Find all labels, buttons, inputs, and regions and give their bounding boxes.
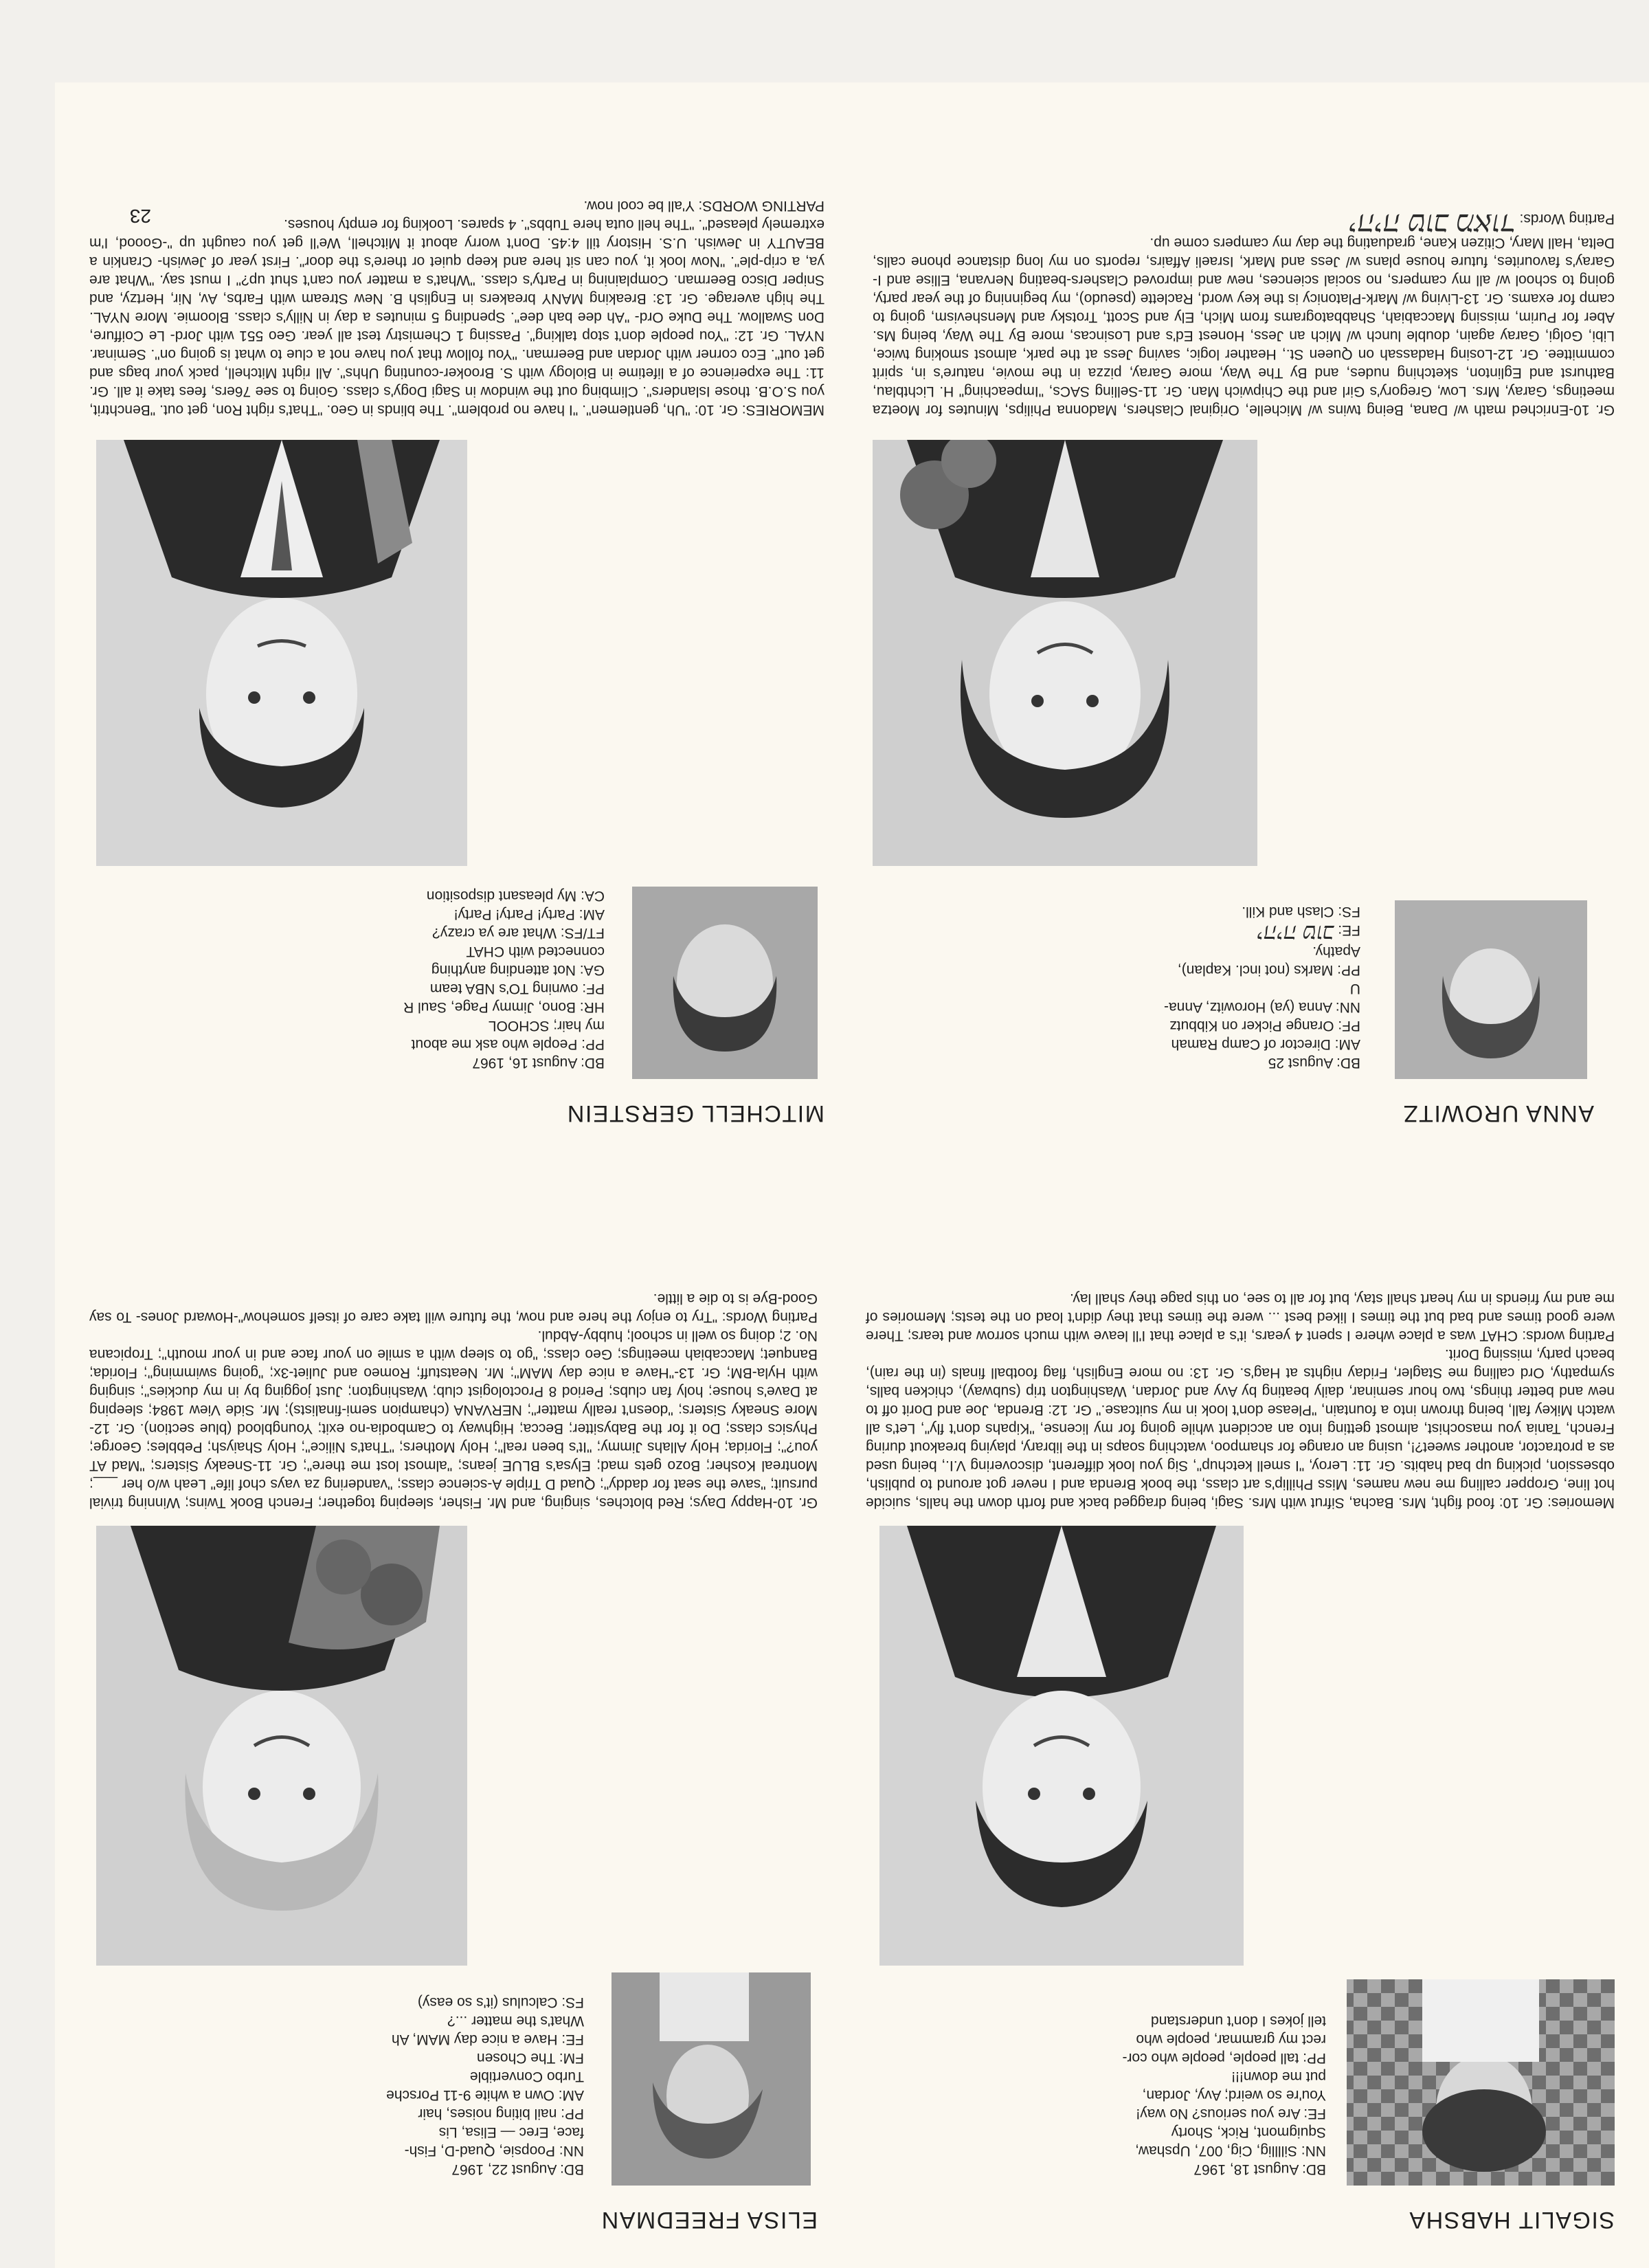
mitchell-memories [89,197,824,419]
elisa-stat-line: FE: Have a nice day MAM, Ah [391,2032,584,2047]
mitchell-stat-line: FT/FS: What are ya crazy? [432,925,605,941]
elisa-portrait-photo [96,1526,467,1966]
anna-stat-line: BD: August 25 [1268,1055,1360,1071]
elisa-stat-line: Turbo Convertible [469,2069,584,2084]
sigalit-stats [1037,2012,1326,2179]
anna-stat-line: U [1349,981,1360,997]
yearbook-page [55,82,1649,2268]
sigalit-stat-line: tell jokes I don't understand [1150,2013,1326,2029]
mitchell-parting-words: PARTING WORDS: Y'all be cool now. [583,198,824,214]
sigalit-name: SIGALIT HABSHA [1408,2207,1615,2233]
anna-memories-text: Gr. 10-Enriched math w/ Dana, Being twins w/ Michelle, Original Clashers, Madonna Philips, Minutes for Moetza meetings, Garay, Mrs. Low, Gregory's Girl and the Chipwich Man. Gr. 11-Selling SACs, "Impeaching" H. Lichtblau, Bathurst and Eglinton, sketching nudes, and By The Way, more Garay, pizza in the movie, nature's in, spirit committee. Gr. 12-Losing Hadassah on Queen St., Heather logic, saving Jess at the park, almost smoking twice, Libi, Golgi, Garay again, double lunch w/ Mich an Jess, Honest Ed's and Losincas, more By The Way, being Ms. Aber for Purim, missing Maccabiah, Shabbatograms from Mich, Ely and Scott, Trotsky and Menshevism, going to camp for exams. Gr. 13-Living w/ Mark-Platonicy is the key word, Raclette (pseudo), my beginning of the year party, going to school w/ all my campers, no social sciences, new and improved Clashers-beating Nervana, Ellise and I-Garay's favourites, future house plans w/ Jess and Mark, Israeli Affairs, reports on my long distance phone calls, Delta, Hall Mary, Citizen Kane, graduating the day my campers come up. [873,235,1615,418]
elisa-stat-line: PP: nail biting noises, hair [418,2106,584,2122]
mitchell-memories-text: MEMORIES: Gr. 10: "Uh, gentlemen". "I have no problem". The blinds in Geo. "That's right Ron, get out. "Benchtrit, you S.O.B. those Islanders". Climbing out the window in Sagi Dogy's class. Going to see 76ers, fees take it all. Gr. 11: The experience of a lifetime in Biology with S. Brooker-counting Uhhs". All right Mitchell, pack your bags and get out". Eco corner with Jordan and Beerman. "You follow that you have not a clue to what is going on". Seminar. NYAL. Gr. 12: "You people don't stop talking". Passing 1 Chemistry test all year. Geo 551 with Jord- Le Coiffure, Don Swallow. The Duke Ord- "Ah dee bah dee". Spending 5 minutes a day in Nilly's class. Bloomie. More NYAL. The high average. Gr. 13: Breaking MANY breakers in English B. New Stream with Farbs, Av, Nir, Hertzy, and Sniper Disco Beerman. Complaining in Party's class. "What's a matter you can't shut up?" I must say. "What are ya, a crip-ple". "Now look it, you can sit here and keep quiet or there's the door". First year of Jewish- Crankin a BEAUTY in Jewish. U.S. History till 4:45. Don't worry about it Mitchell, We'll get you caught up "-Goood, I'm extremely pleased". "The hell outa here Tubbs". 4 spares. Looking for empty houses. [89,216,824,418]
sigalit-portrait-photo [879,1526,1244,1966]
sigalit-stat-line: Squigmont, Rick, Shorty [1171,2124,1326,2140]
elisa-stat-line: BD: August 22, 1967 [451,2161,584,2177]
mitchell-name: MITCHELL GERSTEIN [566,1100,824,1126]
elisa-memories-text: Gr. 10-Happy Days; Red blotches, singing, and Mr. Fisher, sleeping together; French Book Twins; Winning trivial pursuit; "save the seat for daddy"; Quad D Triple A-science class; "vandering za vays chof life" Leah w/o her ___; Montreal Kosher; Bozo gets mad; Elysa's BLUE jeans; "almost lost me there"; Gr. 11-Sneaky Sisters; "Mad AT you?"; Florida; Holy Allahs Jimmy; "It's been real"; Holy Mothers; "That's Nilice"; Holy Shaiysh; Pebbles; George; Physics class; Do it for the Babysitter; Becca; Highway to Cambodia-no exit; Youngblood (blue section). Gr. 12-More Sneaky Sisters; "doesn't really matter"; NERVANA (champion semi-finalists); Mr. Side View 1984; sleeping at Dave's house; holy fan clubs; Period 8 Proctologist club; Washington; Just jogging by in my duckies"; singing with Hyla-BM; Gr. 13-"Have a nice day MAM"; Mr. Neatstuff; Romeo and Juliet-3x; "going swimming"; Florida; Banquet; Maccabiah meetings; Geo class; "go to sleep with a smile on your face and in your mouth"; Tropicana No. 2; doing so well in school; hubby-Abdul. [89,1328,818,1511]
anna-parting-words [873,208,1615,241]
elisa-memories [89,1289,818,1512]
page-number: 23 [129,205,151,227]
elisa-stats [289,1993,584,2179]
sigalit-stat-line: NN: Sillllig, Cig, 007, Upshaw, [1135,2143,1326,2159]
mitchell-stat-line: PP: People who ask me about [411,1036,605,1052]
elisa-stat-line: face, Erec — Elisa, Lis [438,2124,584,2140]
mitchell-stat-line: my hair; SCHOOL [488,1018,605,1034]
sigalit-snapshot-photo [1347,1979,1615,2186]
mitchell-stat-line: PF: owning TO's NBA team [429,981,605,997]
anna-name: ANNA UROWITZ [1402,1100,1594,1126]
sigalit-stat-line: You're so weird; Avy, Jordan, [1142,2087,1326,2103]
anna-stat-line: FS: Clash and Kill. [1242,904,1360,920]
mitchell-stat-line: HR: Bono, Jimmy Page, Saul R [403,999,605,1015]
sigalit-memories [866,1289,1615,1512]
anna-stat-line [1065,920,1360,946]
mitchell-portrait-photo [96,440,467,866]
mitchell-stat-line: connected with CHAT [466,944,605,959]
anna-stat-line: Apathy. [1312,944,1360,959]
anna-stat-line: PP: Marks (not incl. Kaplan), [1177,962,1360,978]
sigalit-memories-text: Memories: Gr. 10: food fight, Mrs. Bacha, Sifrut with Mrs. Sagi, being dragged back and forth down the halls, suicide hot line, Gropper calling me new names, Miss Phillip's art class, the book Brenda and I never got around to publish, obsession, picking up bad habits. Gr. 11: Leroy, "I smell ketchup", Sig you look different, discovering V.I., being used as a protractor, another sweet?!, using an orange for shampoo, watching soaps in the library, playing breakout during French, Tania you masochist, almost getting into an accident while going for my license, "Kipahs don't fly", Let's all watch Mikey fall, being thrown into a fountain, "Please don't look in my suitcase." Gr. 12: Brenda, Joe and Dorit off to new and better things, two hour seminar, daily beating by Avy and Jordan, Washington trip (subway), chicken balls, sympathy, Ord calling me Stagler, Friday nights at Hag's. Gr. 13: no more English, flag football finals (in the rain), beach party, missing Dorit. [866,1346,1615,1511]
anna-stat-line: PF: Orange Picker on Kibbutz [1169,1018,1360,1034]
anna-stats [1065,902,1360,1072]
elisa-stat-line: NN: Poopsie, Quad-D, Fish- [404,2143,584,2159]
mitchell-stat-line: CA: My pleasant disposition [426,888,605,904]
elisa-stat-line: AM: Own a white 9-11 Porsche [386,2087,584,2103]
anna-parting-handwriting: יהיה טוב מאוד [1349,208,1516,241]
mitchell-stat-line: BD: August 16, 1967 [472,1055,605,1071]
sigalit-stat-line: put me down!!! [1231,2069,1326,2084]
anna-parting-label: Parting Words: [1519,211,1615,227]
elisa-stat-line: FS: Calculus (it's so easy) [417,1994,584,2010]
sigalit-stat-line: FE: Are you serious? No way! [1136,2106,1326,2122]
anna-fe-handwriting: יהיה טוב [1257,920,1334,946]
anna-fe-label: FE: [1334,922,1360,938]
sigalit-stat-line: rect my grammar, people who [1136,2032,1326,2047]
mitchell-stats [289,887,605,1072]
elisa-stat-line: What's the matter ...? [447,2013,584,2029]
mitchell-stat-line: GA: Not attending anything [431,962,605,978]
anna-memories [873,210,1615,419]
anna-stat-line: NN: Anna (ya) Horowitz, Anna- [1164,999,1360,1015]
mitchell-snapshot-photo [632,887,818,1079]
sigalit-stat-line: PP: tall people, people who cor- [1122,2050,1326,2066]
mitchell-stat-line: AM: Party! Party! Party! [453,907,605,922]
anna-snapshot-photo [1395,900,1587,1079]
elisa-stat-line: FM: The Chosen [476,2050,584,2066]
sigalit-parting-words: Parting words: CHAT was a place where I spent 4 years, it's a place that I'll leave with much sorrow and tears; There were good times and bad but the times I liked best ... were the times that they didn't load on the tests; Memories of me and my friends in my heart shall stay, but for all to see, on this page they shall lay. [866,1291,1615,1344]
elisa-snapshot-photo [612,1972,811,2186]
sigalit-stat-line: BD: August 18, 1967 [1193,2161,1326,2177]
elisa-name: ELISA FREEDMAN [601,2207,818,2233]
elisa-parting-words: Parting Words: "Try to enjoy the here and now, the future will take care of itself somehow"-Howard Jones- To say Good-Bye is to die a little. [89,1291,818,1325]
anna-portrait-photo [873,440,1257,866]
anna-stat-line: AM: Director of Camp Ramah [1171,1036,1360,1052]
